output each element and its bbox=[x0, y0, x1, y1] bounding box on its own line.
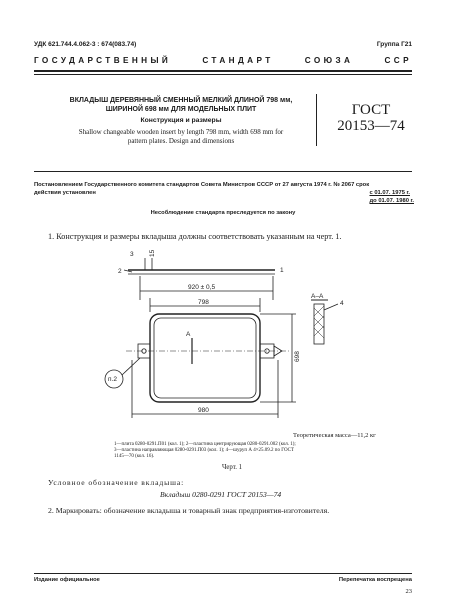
label-callout-1: 1 bbox=[280, 267, 284, 274]
footer-rule bbox=[34, 573, 412, 574]
hatch-2 bbox=[314, 318, 324, 328]
page-number: 23 bbox=[405, 588, 412, 595]
clause-1: 1. Конструкция и размеры вкладыша должны соответствовать указанным на черт. 1. bbox=[48, 232, 342, 241]
hatch-4 bbox=[314, 306, 324, 316]
title-ru-line2: ШИРИНОЙ 698 мм ДЛЯ МОДЕЛЬНЫХ ПЛИТ bbox=[105, 106, 257, 113]
label-dim-920: 920 ± 0,5 bbox=[188, 284, 216, 291]
label-section-a: А bbox=[186, 331, 191, 338]
banner-word-2: СТАНДАРТ bbox=[202, 56, 274, 65]
label-dim-980: 980 bbox=[198, 407, 209, 414]
designation-example-label: Условное обозначение вкладыша: bbox=[48, 478, 185, 487]
banner-rule bbox=[34, 70, 412, 72]
title-divider bbox=[316, 94, 317, 146]
plate-inner-outline bbox=[154, 318, 256, 398]
figure-caption: Черт. 1 bbox=[222, 464, 242, 471]
label-callout-2: 2 bbox=[118, 268, 122, 275]
designation-example-value: Вкладыш 0280-0291 ГОСТ 20153—74 bbox=[160, 490, 282, 499]
legend-line3: 1145—70 (кол. 16). bbox=[114, 454, 155, 459]
banner-rule-thin bbox=[34, 74, 412, 75]
callout-4-leader bbox=[324, 304, 338, 310]
clause-2: 2. Маркировать: обозначение вкладыша и товарный знак предприятия-изготовителя. bbox=[48, 506, 330, 515]
title-english bbox=[56, 128, 306, 145]
footer-official-edition: Издание официальное bbox=[34, 577, 100, 583]
banner-word-1: ГОСУДАРСТВЕННЫЙ bbox=[34, 56, 172, 65]
title-subtitle: Конструкция и размеры bbox=[140, 117, 222, 124]
parts-legend bbox=[114, 442, 434, 460]
label-dim-798: 798 bbox=[198, 299, 209, 306]
udk-code: УДК 621.744.4.062-3 : 674(083.74) bbox=[34, 41, 137, 48]
label-dim-15: 15 bbox=[149, 249, 156, 257]
label-callout-p2: п.2 bbox=[108, 376, 117, 383]
callout-p2-leader bbox=[122, 358, 140, 375]
label-callout-3: 3 bbox=[130, 251, 134, 258]
decree-rule bbox=[34, 171, 412, 172]
decree-line2: действия установлен bbox=[34, 189, 96, 196]
title-en-line2: pattern plates. Design and dimensions bbox=[127, 136, 235, 145]
label-dim-698: 698 bbox=[294, 351, 301, 362]
footer-reprint-prohibited: Перепечатка воспрещена bbox=[338, 577, 412, 583]
label-callout-4: 4 bbox=[340, 300, 344, 307]
hatch-3 bbox=[314, 328, 324, 338]
group-code: Группа Г21 bbox=[376, 41, 412, 48]
date-from: с 01.07. 1975 г. bbox=[369, 190, 410, 196]
banner-word-3: СОЮЗА bbox=[304, 56, 354, 65]
guide-right-hole bbox=[265, 349, 269, 353]
law-note: Несоблюдение стандарта преследуется по закону bbox=[150, 210, 296, 216]
gost-label: ГОСТ bbox=[351, 102, 391, 118]
gost-number: 20153—74 bbox=[337, 118, 405, 134]
banner-word-4: ССР bbox=[384, 56, 412, 65]
title-en-line1: Shallow changeable wooden insert by length 798 mm, width 698 mm for bbox=[78, 128, 284, 136]
legend-line2: 3—пластина направляющая 0280-0291.П03 (кол. 1); 4—шуруп А 4×25.09.2 по ГОСТ bbox=[114, 448, 295, 453]
decree-line1: Постановлением Государственного комитета стандартов Совета Министров СССР от 27 августа 1974 г. № 2067 срок bbox=[34, 182, 370, 188]
section-body bbox=[314, 304, 324, 344]
technical-drawing bbox=[100, 248, 360, 434]
hatch-5 bbox=[314, 316, 324, 326]
legend-line1: 1—плита 0280-0291.П01 (кол. 1); 2—пластина центрирующая 0280-0291.002 (кол. 1); bbox=[114, 442, 296, 447]
gost-designation bbox=[326, 102, 416, 134]
theoretical-mass: Теоретическая масса—11,2 кг bbox=[293, 432, 376, 439]
plate-outline bbox=[150, 314, 260, 402]
title-russian bbox=[56, 96, 306, 114]
hatch-1 bbox=[314, 308, 324, 318]
label-section: А–А bbox=[311, 293, 324, 300]
decree-text bbox=[34, 182, 412, 197]
standard-banner bbox=[34, 56, 412, 65]
hatch-6 bbox=[314, 326, 324, 336]
title-ru-line1: ВКЛАДЫШ ДЕРЕВЯННЫЙ СМЕННЫЙ МЕЛКИЙ ДЛИНОЙ 798 мм, bbox=[69, 97, 293, 104]
date-to: до 01.07. 1980 г. bbox=[369, 198, 414, 204]
validity-dates bbox=[369, 189, 414, 205]
